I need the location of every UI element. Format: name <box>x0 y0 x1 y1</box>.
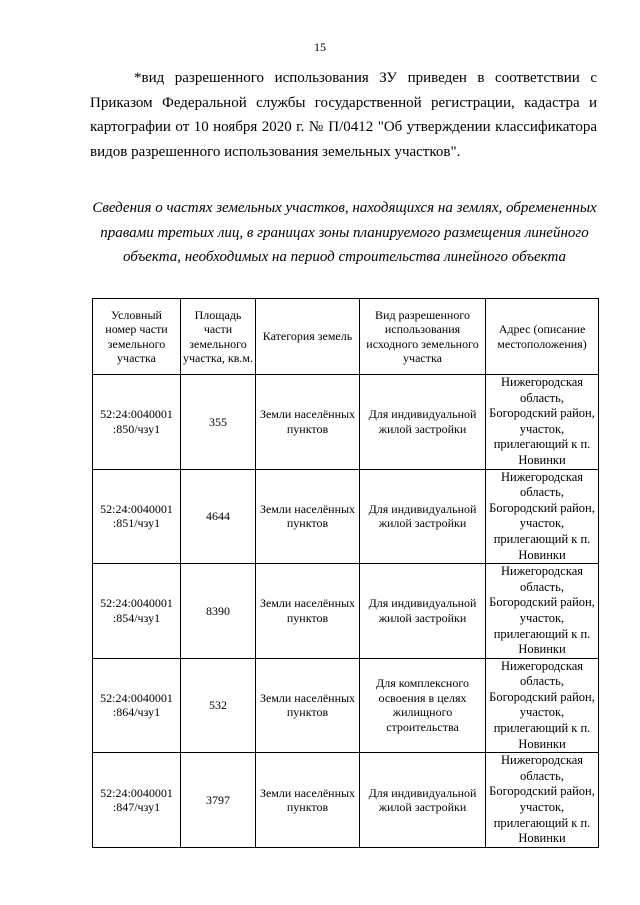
permitted-use-cell: Для индивидуальной жилой застройки <box>360 469 486 564</box>
part-number-line2: :847/чзу1 <box>112 800 161 815</box>
footnote-paragraph: *вид разрешенного использования ЗУ приведен в соответствии с Приказом Федеральной службы государственной регистрации, кадастра и картографии от 10 ноября 2020 г. № П/0412 "Об утверждении классификатора видов разрешенного использования земельных участков". <box>90 70 597 160</box>
part-number-cell <box>93 753 181 848</box>
table-header-row <box>93 299 599 375</box>
part-number-line1: 52:24:0040001 <box>100 690 173 705</box>
part-number-cell <box>93 658 181 753</box>
address-cell: Нижегородская область, Богородский район, участок, прилегающий к п. Новинки <box>486 375 599 470</box>
table-row <box>93 753 599 848</box>
header-part-number: Условный номер части земельного участка <box>93 299 181 375</box>
table-row <box>93 564 599 659</box>
part-number-line1: 52:24:0040001 <box>100 501 173 516</box>
part-number-line1: 52:24:0040001 <box>100 785 173 800</box>
category-cell: Земли населённых пунктов <box>256 753 360 848</box>
address-cell: Нижегородская область, Богородский район, участок, прилегающий к п. Новинки <box>486 658 599 753</box>
category-cell: Земли населённых пунктов <box>256 469 360 564</box>
address-cell: Нижегородская область, Богородский район, участок, прилегающий к п. Новинки <box>486 564 599 659</box>
table-caption: Сведения о частях земельных участков, находящихся на землях, обремененных правами третьих лиц, в границах зоны планируемого размещения линейного объекта, необходимых на период строительства линейного объекта <box>92 200 597 265</box>
address-cell: Нижегородская область, Богородский район, участок, прилегающий к п. Новинки <box>486 753 599 848</box>
area-cell: 532 <box>181 658 256 753</box>
part-number-line1: 52:24:0040001 <box>100 596 173 611</box>
part-number-cell <box>93 375 181 470</box>
area-cell: 8390 <box>181 564 256 659</box>
table-row <box>93 658 599 753</box>
header-permitted-use: Вид разрешенного использования исходного земельного участка <box>360 299 486 375</box>
header-land-category: Категория земель <box>256 299 360 375</box>
category-cell: Земли населённых пунктов <box>256 658 360 753</box>
category-cell: Земли населённых пунктов <box>256 375 360 470</box>
table-row <box>93 469 599 564</box>
part-number-line1: 52:24:0040001 <box>100 407 173 422</box>
permitted-use-cell: Для индивидуальной жилой застройки <box>360 375 486 470</box>
table-row <box>93 375 599 470</box>
category-cell: Земли населённых пунктов <box>256 564 360 659</box>
header-address: Адрес (описание местоположения) <box>486 299 599 375</box>
address-cell: Нижегородская область, Богородский район, участок, прилегающий к п. Новинки <box>486 469 599 564</box>
part-number-cell <box>93 469 181 564</box>
part-number-line2: :864/чзу1 <box>112 705 161 720</box>
permitted-use-cell: Для индивидуальной жилой застройки <box>360 753 486 848</box>
part-number-line2: :851/чзу1 <box>112 516 161 531</box>
area-cell: 4644 <box>181 469 256 564</box>
permitted-use-cell: Для комплексного освоения в целях жилищного строительства <box>360 658 486 753</box>
land-parts-table <box>92 298 599 848</box>
page-number: 15 <box>314 40 326 54</box>
part-number-cell <box>93 564 181 659</box>
part-number-line2: :850/чзу1 <box>112 421 161 436</box>
area-cell: 3797 <box>181 753 256 848</box>
permitted-use-cell: Для индивидуальной жилой застройки <box>360 564 486 659</box>
area-cell: 355 <box>181 375 256 470</box>
part-number-line2: :854/чзу1 <box>112 610 161 625</box>
header-area: Площадь части земельного участка, кв.м. <box>181 299 256 375</box>
